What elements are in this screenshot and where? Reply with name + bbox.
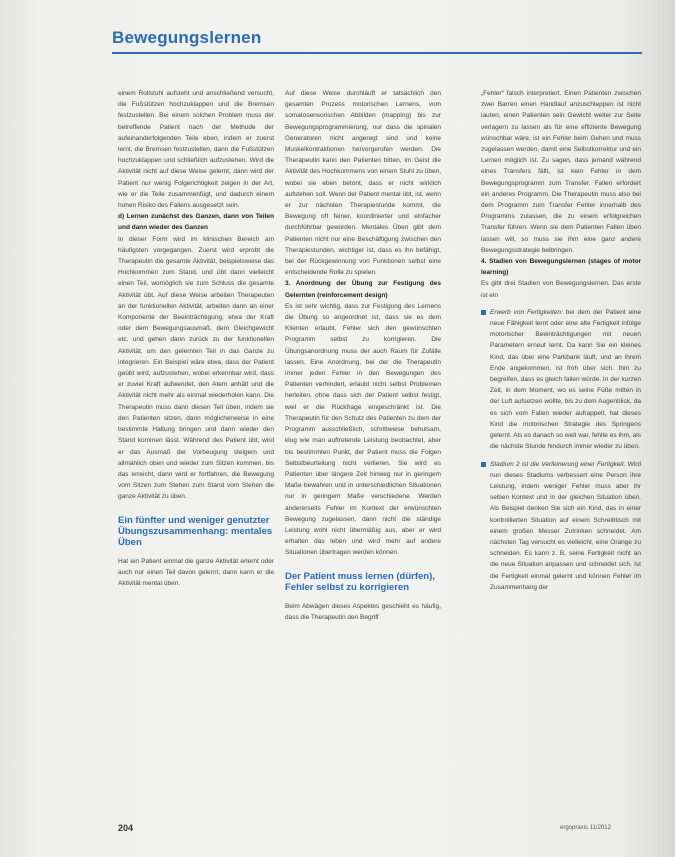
bullet-text: bei dem der Patient eine neue Fähigkeit lernt oder eine alte Fertigkeit infolge motorischer Beeinträchtigungen mit neuen Parametern erneut lernt. Da kann Sie ein kleines Kind, das über eine Parkbank läuft, und an ihrem Ende angekommen, ist froh über sich. Ihm zu begreifen, dass es gleich fallen würde. In der kurzen Zeit, in dem Moment, wo es seine Füße mitten in der Luft aufsetzen wollte, bis zu dem Augenblick, da es sich vom Fallen wieder aufrappelt, hat dieses Kind die motorischen Strategie des Springens gelernt. Als es danach so weit war, fehlte es ihm, als die nächste Stunde hindurch immer wieder zu üben. [490,308,641,451]
column-right [481,88,641,808]
page-header [112,26,642,54]
paragraph: „Fehler“ falsch interpretiert. Einen Patienten zwischen zwei Barren einen Handlauf anzuschleppen ist nicht lauten, einen Patienten sein Gewicht weiter zur Seite verlagern zu lassen als für eine effiziente Bewegung wünschbar wäre, ist ein Fehler beim Gehen und muss zugelassen werden, damit eine Selbstkorrektur und ein Lernen möglich ist. Zu sagen, dass jemand während eines Transfers fällt, ist kein Fehler in dem Bewegungsprogramm zum Transfer. Fallen erfordert ein anderes Programm. Die Therapeutin muss also bei dem Programm zum Transfer Fehler innerhalb des Programms zulassen, die zu einem erfolgreichen Transfer führen. Wenn sie dem Patienten Fallen üben lassen will, so muss sie ihm eine ganz andere Bewegungsstrategie beibringen. [481,90,641,254]
paragraph: In dieser Form wird im klinischen Bereich am häufigsten vorgegangen. Zuerst wird erprobt die Therapeutin die gesamte Aktivität, beispielsweise das Hochkommen zum Stand, und übt dann vielleicht einen Teil, womöglich sie zum Schluss die gesamte Aktivität übt. Auf diese Weise arbeiten Therapeuten an der funktionellen Aktivität, arbeiten dann an einer Komponente der Beeinträchtigung, etwa der Kraft oder dem Bewegungsausmaß, dem Gleichgewicht etc. und gehen dann zurück zu der funktionellen Aktivität, um den gelernten Teil in das Ganze zu integrieren. Ein Beispiel wäre etwa, dass der Patient geübt wird, aufzustehen, wobei erkennbar wird, dass er zuviel Kraft aufwendet, den Atem anhält und die Aktivität nicht mehr als einmal wiederholen kann. Die Therapeutin muss dann diesen Teil üben, indem sie den Patienten sitzen, dann möglicherweise in eine bestimmte Haltung bringen und dann wieder den Stand kommen lässt. Während des Patient übt, wird er das Ausmaß der Vorbeugung steigern und allmählich oben und wieder zum Sitzen kommen, bis das erreicht, dann wird er fortfahren, die Bewegung vom Sitzen zum Stehen zum Stand vom Stehen die ganze Aktivität zu üben. [118,235,274,501]
column-left [118,88,274,808]
paragraph: Hat ein Patient einmal die ganze Aktivität erlernt oder auch nur einen Teil davon gelernt, dann kann er die Aktivität mental üben. [118,557,274,587]
paragraph: Auf diese Weise durchläuft er tatsächlich den gesamten Prozess motorischen Lernens, vom somatosensorischen Abbilden (mapping) bis zur Bewegungsprogrammierung, nur dass die spinalen Generatoren nicht angeregt sind und keine Muskelkontraktionen hervorgerufen werden. Die Therapeutin kann den Patienten bitten, im Geist die Aktivität des Hochkommens von einem Stuhl zu üben, wobei sie eben betont, dass er nicht wirklich aufstehen soll. Wenn der Patient mental übt, ist, wenn er zur nächsten Therapiestunde kommt, die Bewegung oft feiner, koordinierter und einfacher durchführbar geworden. Mentales Üben gibt dem Patienten nicht nur eine Beschäftigung zwischen den Therapiestunden, wichtiger ist, dass es ihn befähigt, bei der Rückgewinnung von Funktionen selbst eine entscheidende Rolle zu spielen. [285,90,441,277]
section-title: Bewegungslernen [112,28,262,47]
box-heading: Ein fünfter und weniger genutzter Übungszusammenhang: mentales Üben [118,514,273,548]
subsection-heading: 3. Anordnung der Übung zur Festigung des Gelernten (reinforcement design) [285,280,441,299]
box-heading: Der Patient muss lernen (dürfen), Fehler selbst zu korrigieren [285,570,435,593]
column-middle [285,88,441,808]
paragraph: Beim Abwägen dieses Aspektes geschieht es häufig, dass die Therapeutin den Begriff [285,602,441,621]
bullet-square-icon [481,310,486,315]
paragraph: Es gibt drei Stadien von Bewegungslernen. Das erste ist ein [481,280,641,299]
bullet-item [481,307,641,453]
bullet-item [481,459,641,593]
paragraph: einem Rollstuhl aufsteht und anschließend versucht, die Fußstützen hochzuklappen und die Bremsen festzustellen. Bei einem solchen Problem muss der betreffende Patient nach der Methode der aufeinanderfolgenden Teile eben, indem er zuerst lernt, die Bremsen festzustellen, dann die Fußstützen hochzuklappen und schließlich aufzustehen. Wird die Aktivität nicht auf diese Weise gelernt, dann wird der Patient nur wenig Folgerichtigkeit zeigen in der Art, wie er die Teile zusammenfügt, und dadurch einem hohen Risiko des Fallens ausgesetzt sein. [118,90,274,210]
paragraph: Es ist sehr wichtig, dass zur Festigung des Lernens die Übung so angeordnet ist, dass sie es dem Klienten erlaubt, Fehler sich den gewünschten Programm selbst zu korrigieren. Die Übungsanordnung muss der auch Raum für Zufälle lassen. Eine Anordnung, bei der die Therapeutin immer jeden Fehler in den Bewegungen des Patienten verhindert, erlaubt nicht selbst Problemen herleiten, ohne dass sich der Patient selbst festigt, weil er die Rückfrage eingeschränkt ist. Die Therapeutin für den Schutz des Patienten zu dem der Programm ausschließlich, schrittweise behutsam, klug wie man auftretende Leistung beobachtet, aber bis bestimmten Punkt, der Patient muss die Folgen Selbstbeurteilung nicht verlieren. Sie wird es Patienten über längere Zeit hinweg nur in geringem Maße bewahren und in unterschiedlichen Situationen nur in geringem Maße verschiedene. Werden andererseits Fehler im Kontext der erwünschten Bewegung zugelassen, dann nicht die ständige Leistung wohl nicht übermäßig aus, aber er wird erhalten das leben und wird mehr auf andere Situationen übertragen werden können. [285,302,441,557]
bullet-square-icon [481,462,486,467]
bullet-term: Stadium 2 ist die Verfeinerung einer Fertigkeit. [490,460,626,468]
bullet-text: Wird nun dieses Stadiums verbessert eine Person ihre Leistung, indem weniger Fehler muss aber ihr selben Kontext und in der gleichen Situation üben. Als Beispiel denken Sie sich ein Kind, das in einer kontrollierten Situation auf einem Schreibtisch mit einem großen Messer Zutrinken schneidet. Am nächsten Tag versucht es vielleicht, eine Orange zu schneiden. Es kann z. B. seine Fertigkeit nicht an die neue Situation anpassen und schneidet sich. Ist die Fertigkeit einmal gelernt und können Fehler im Zusammenhang der [490,460,641,591]
bullet-term: Erwerb von Fertigkeiten: [490,308,563,316]
subsection-heading: d) Lernen zunächst des Ganzen, dann von Teilen und dann wieder des Ganzen [118,213,274,232]
subsection-heading: 4. Stadien von Bewegungslernen (stages of motor learning) [481,258,641,277]
journal-footer: ergopraxis 11/2012 [560,825,611,831]
page-number: 204 [118,823,134,833]
